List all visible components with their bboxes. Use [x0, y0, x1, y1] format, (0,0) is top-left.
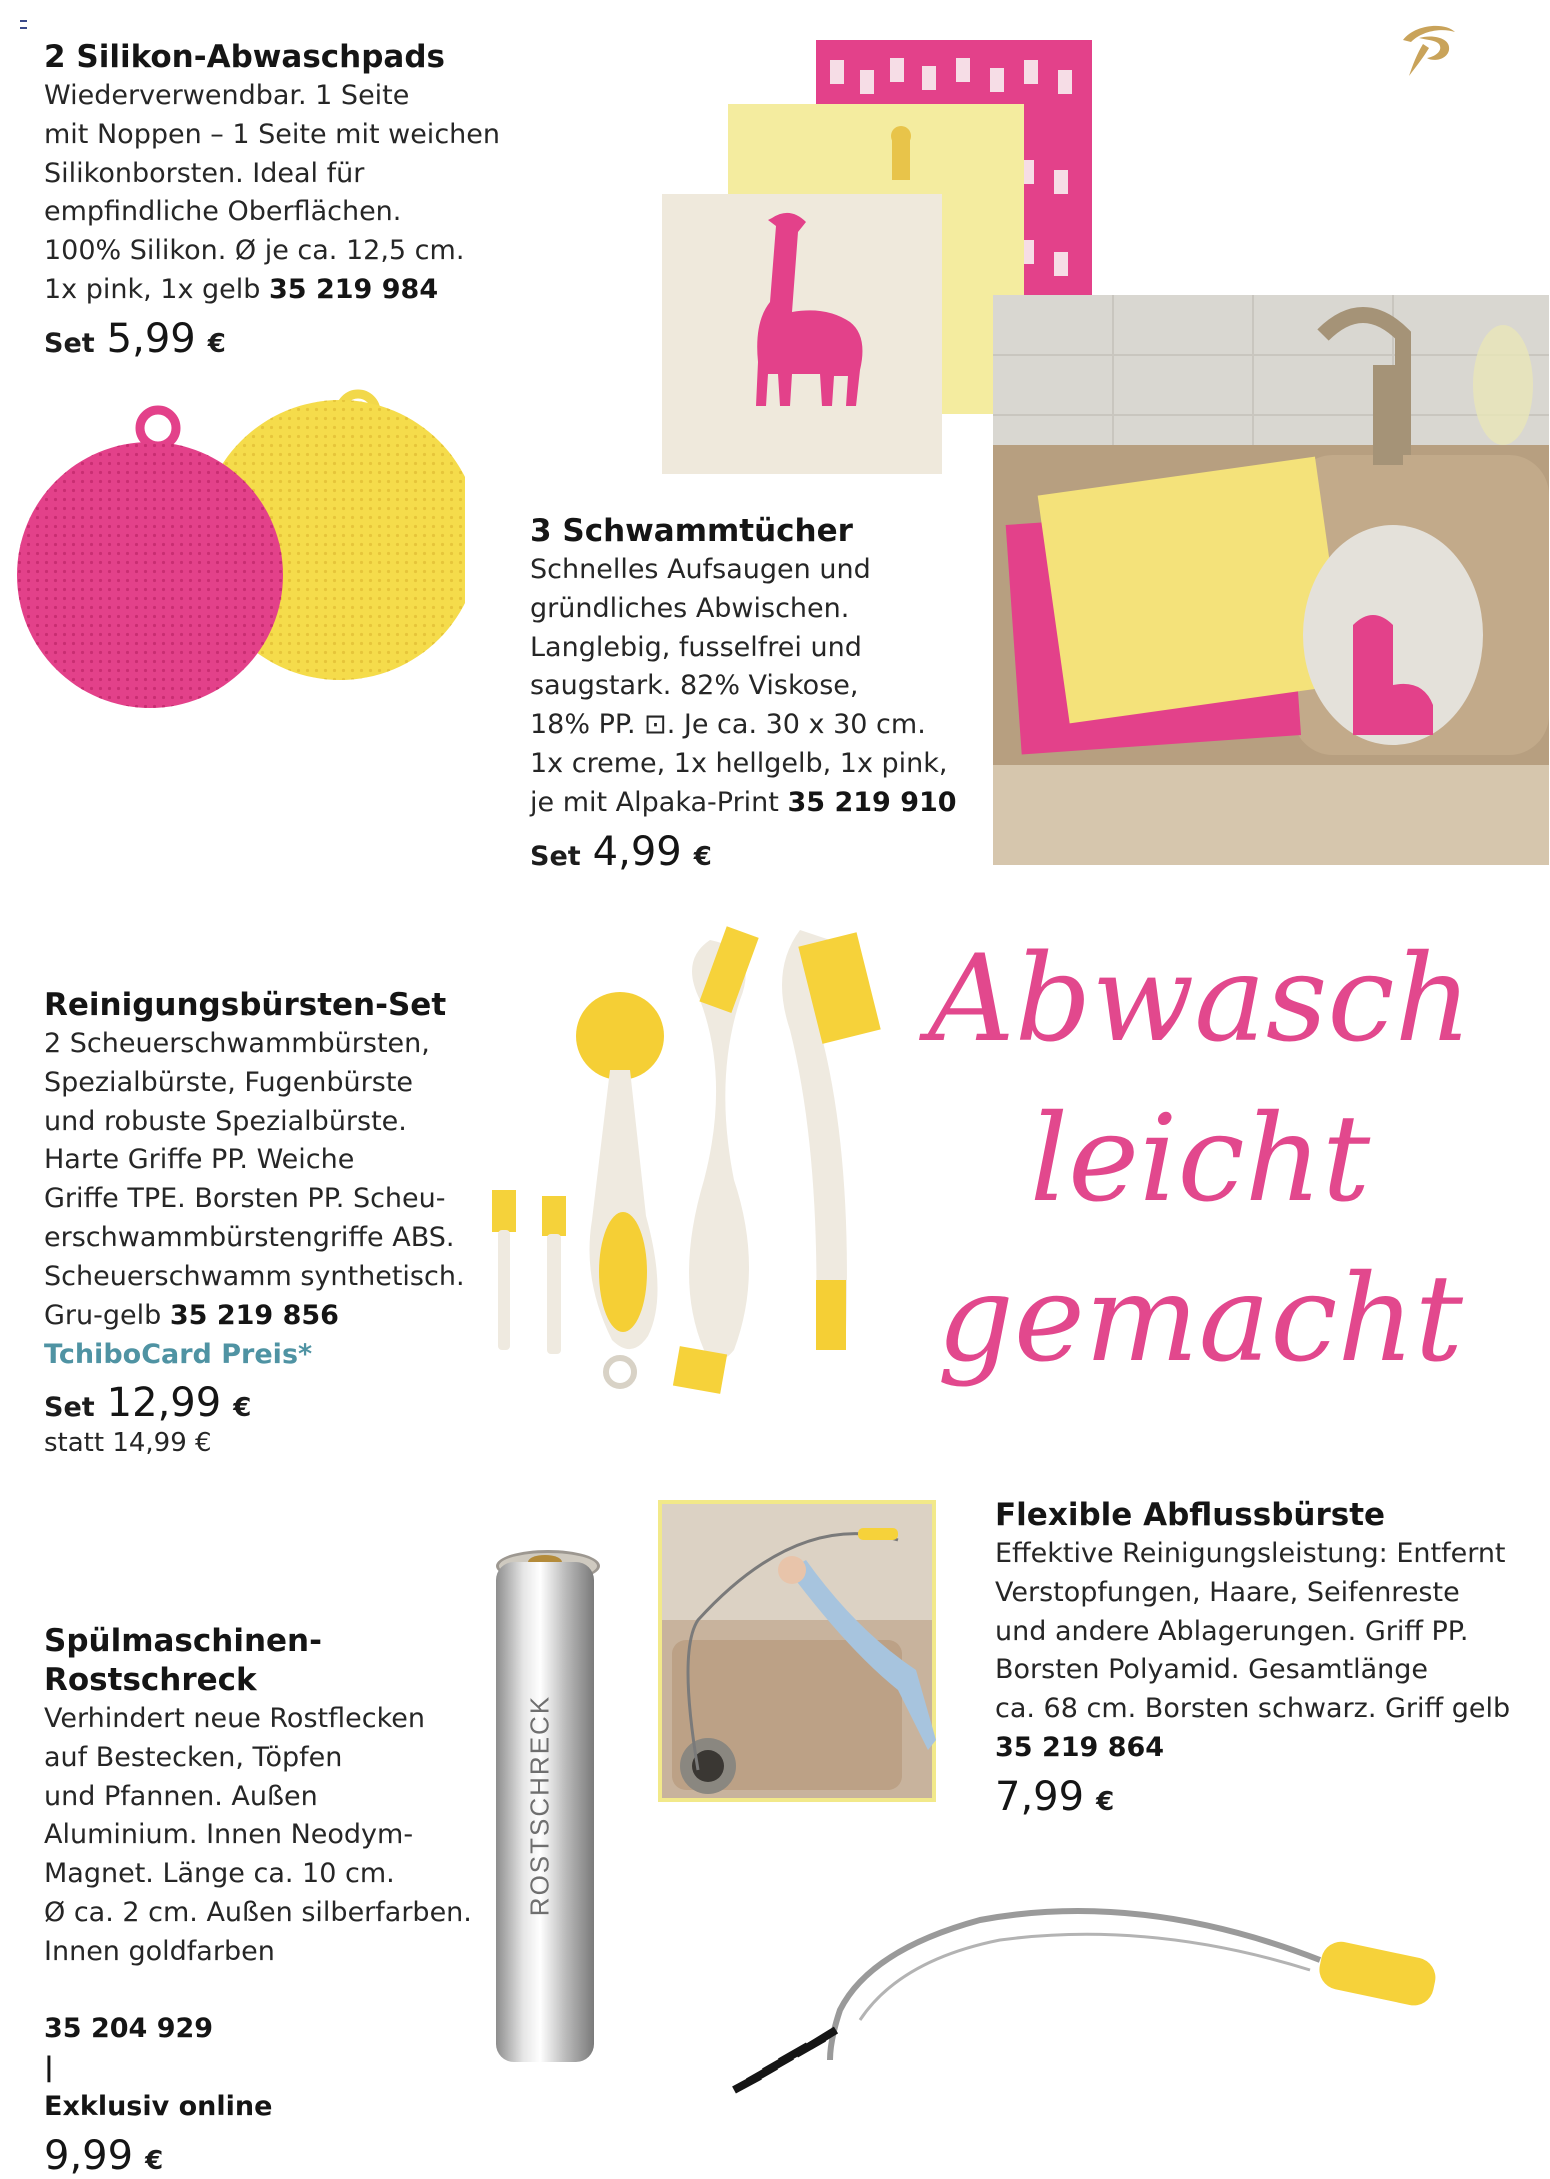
brushes-description — [44, 1025, 504, 1335]
cloths-description — [530, 551, 1000, 823]
rust-stick-label: ROSTSCHRECK — [524, 1694, 555, 1917]
rust-price — [44, 2133, 514, 2179]
cloths-price-currency: € — [693, 841, 712, 872]
pads-info — [44, 38, 514, 362]
drain-article-number: 35 219 864 — [995, 1731, 1165, 1763]
brushes-description-text: 2 Scheuerschwammbürsten, Spezialbürste, Fugenbürste und robuste Spezialbürste. Harte Griffe PP. Weiche Griffe TPE. Borsten PP. Scheu- erschwammbürstengriffe ABS. Scheuerschwamm synthetisch. Gru-gelb — [44, 1028, 465, 1331]
drain-price-value: 7,99 — [995, 1773, 1085, 1820]
cloths-title: 3 Schwammtücher — [530, 513, 853, 549]
drain-title: Flexible Abflussbürste — [995, 1497, 1386, 1533]
silicone-pads-image — [15, 360, 465, 720]
brushes-article-number: 35 219 856 — [169, 1299, 339, 1331]
drain-price — [995, 1774, 1535, 1820]
brushes-title: Reinigungsbürsten-Set — [44, 987, 447, 1023]
rust-description: Verhindert neue Rostflecken auf Bestecken, Töpfen und Pfannen. Außen Aluminium. Innen Neodym- Magnet. Länge ca. 10 cm. Ø ca. 2 cm. Außen silberfarben. Innen goldfarben — [44, 1703, 472, 1967]
cleaning-brushes-image — [480, 920, 900, 1440]
rust-title — [44, 1622, 514, 1700]
pads-article-number: 35 219 984 — [269, 273, 439, 305]
drain-brush-image — [720, 1850, 1450, 2120]
pads-price — [44, 316, 514, 362]
pads-description — [44, 77, 514, 310]
pads-title: 2 Silikon-Abwaschpads — [44, 39, 445, 75]
headline-line-2: leicht — [1029, 1090, 1371, 1229]
tchibocard-price-label: TchiboCard Preis* — [44, 1339, 313, 1371]
brushes-price-value: 12,99 — [106, 1380, 222, 1427]
drain-brush-usage-image — [658, 1500, 936, 1802]
drain-info — [995, 1496, 1535, 1820]
cloths-article-number: 35 219 910 — [787, 786, 957, 818]
rust-price-value: 9,99 — [44, 2132, 134, 2179]
rust-separator: | — [44, 2052, 54, 2084]
cloths-price — [530, 829, 1000, 875]
headline-line-3: gemacht — [937, 1250, 1463, 1389]
cloths-price-value: 4,99 — [592, 828, 682, 875]
headline-script — [920, 920, 1480, 1400]
brushes-price — [44, 1380, 504, 1426]
rust-title-line-1: Spülmaschinen- — [44, 1623, 322, 1659]
cloths-description-text: Schnelles Aufsaugen und gründliches Abwischen. Langlebig, fusselfrei und saugstark. 82% Viskose, 18% PP. ⊡. Je ca. 30 x 30 cm. 1x creme, 1x hellgelb, 1x pink, je mit Alpaka-Print — [530, 554, 948, 818]
brushes-info — [44, 986, 504, 1460]
cloths-price-label: Set — [530, 840, 581, 872]
rust-title-line-2: Rostschreck — [44, 1662, 257, 1698]
cloths-info — [530, 512, 1000, 875]
rust-article-number: 35 204 929 — [44, 2013, 214, 2045]
pads-price-label: Set — [44, 327, 95, 359]
sink-photo-image — [993, 295, 1549, 865]
rust-price-currency: € — [145, 2145, 164, 2176]
pads-price-currency: € — [207, 328, 226, 359]
rust-info — [44, 1622, 514, 2179]
brushes-old-price: statt 14,99 € — [44, 1428, 212, 1459]
drain-price-currency: € — [1096, 1786, 1115, 1817]
headline-line-1: Abwasch — [928, 930, 1472, 1069]
pads-price-value: 5,99 — [106, 315, 196, 362]
rust-article-row — [44, 1972, 514, 2127]
page-marker — [20, 20, 27, 29]
rust-stick-image — [490, 1550, 600, 2070]
brushes-price-label: Set — [44, 1392, 95, 1424]
drain-description: Effektive Reinigungsleistung: Entfernt Verstopfungen, Haare, Seifenreste und andere Ablagerungen. Griff PP. Borsten Polyamid. Gesamtlänge ca. 68 cm. Borsten schwarz. Griff gelb — [995, 1538, 1511, 1725]
pads-description-text: Wiederverwendbar. 1 Seite mit Noppen – 1 Seite mit weichen Silikonborsten. Ideal für empfindliche Oberflächen. 100% Silikon. Ø je ca. 12,5 cm. 1x pink, 1x gelb — [44, 80, 500, 305]
brand-logo-icon — [1393, 18, 1463, 80]
rust-exclusive-online: Exklusiv online — [44, 2090, 273, 2122]
brushes-price-currency: € — [233, 1393, 252, 1424]
